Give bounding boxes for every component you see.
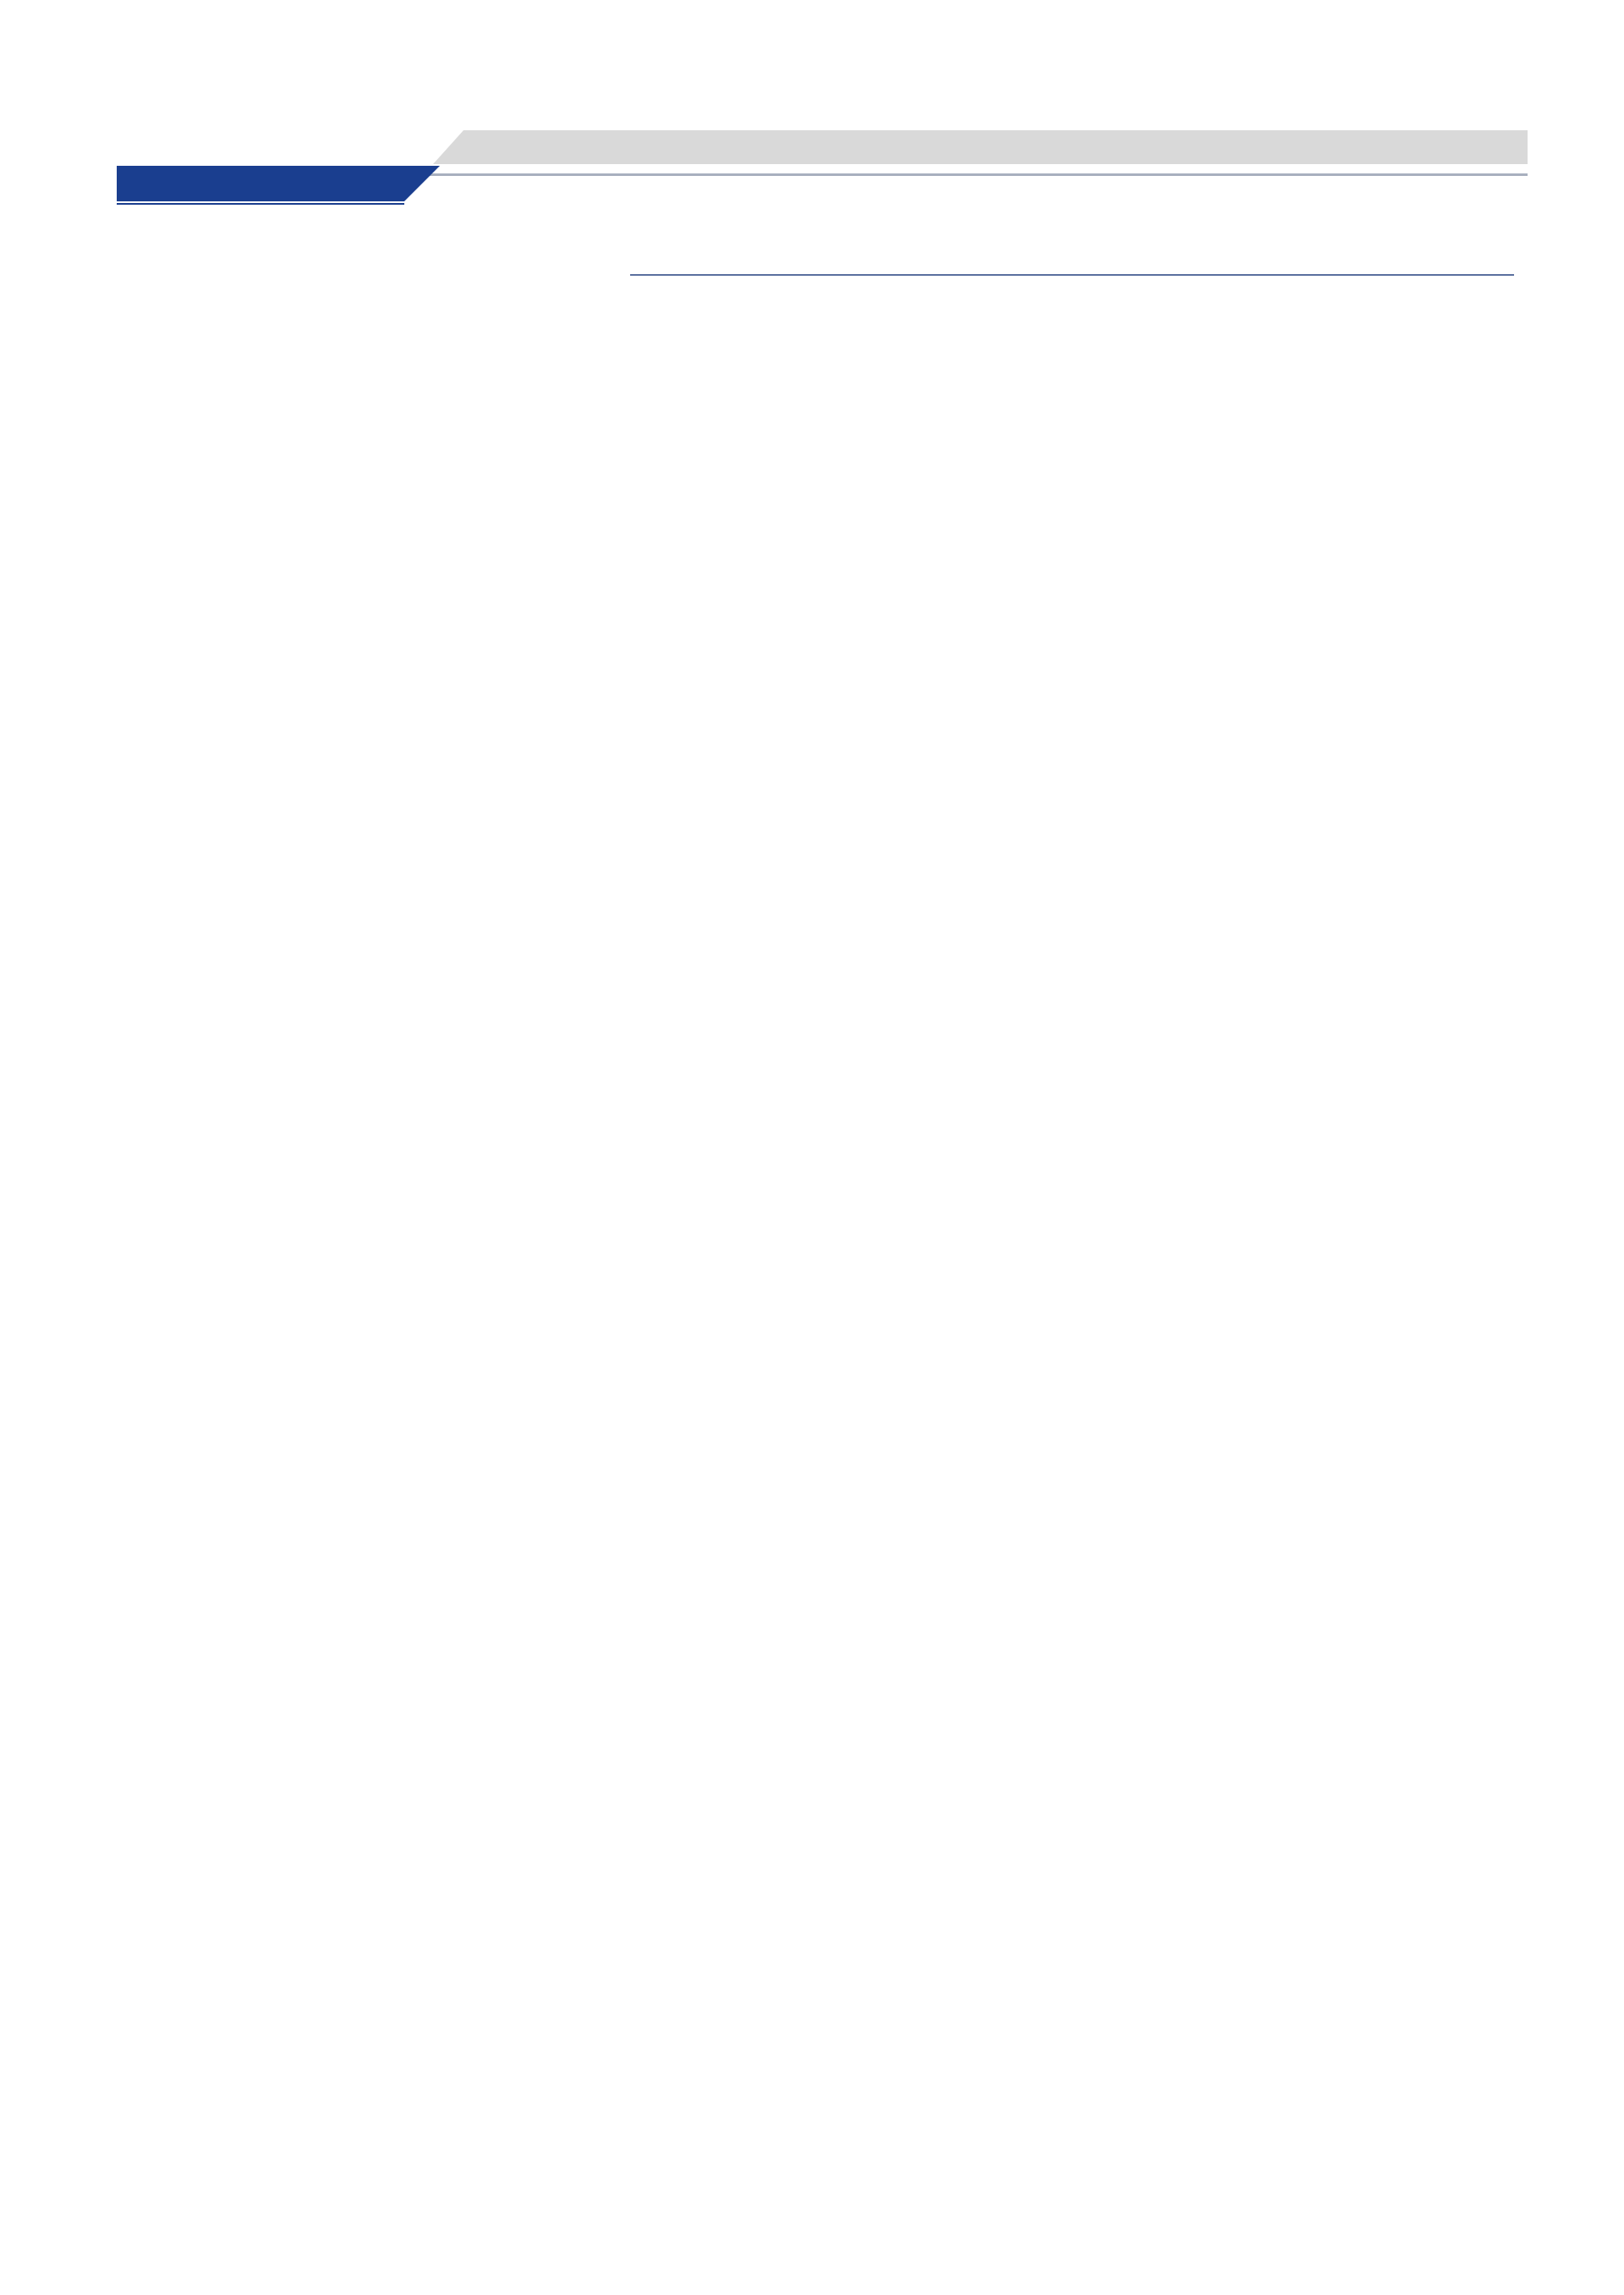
section-decoration: [0, 0, 1624, 389]
